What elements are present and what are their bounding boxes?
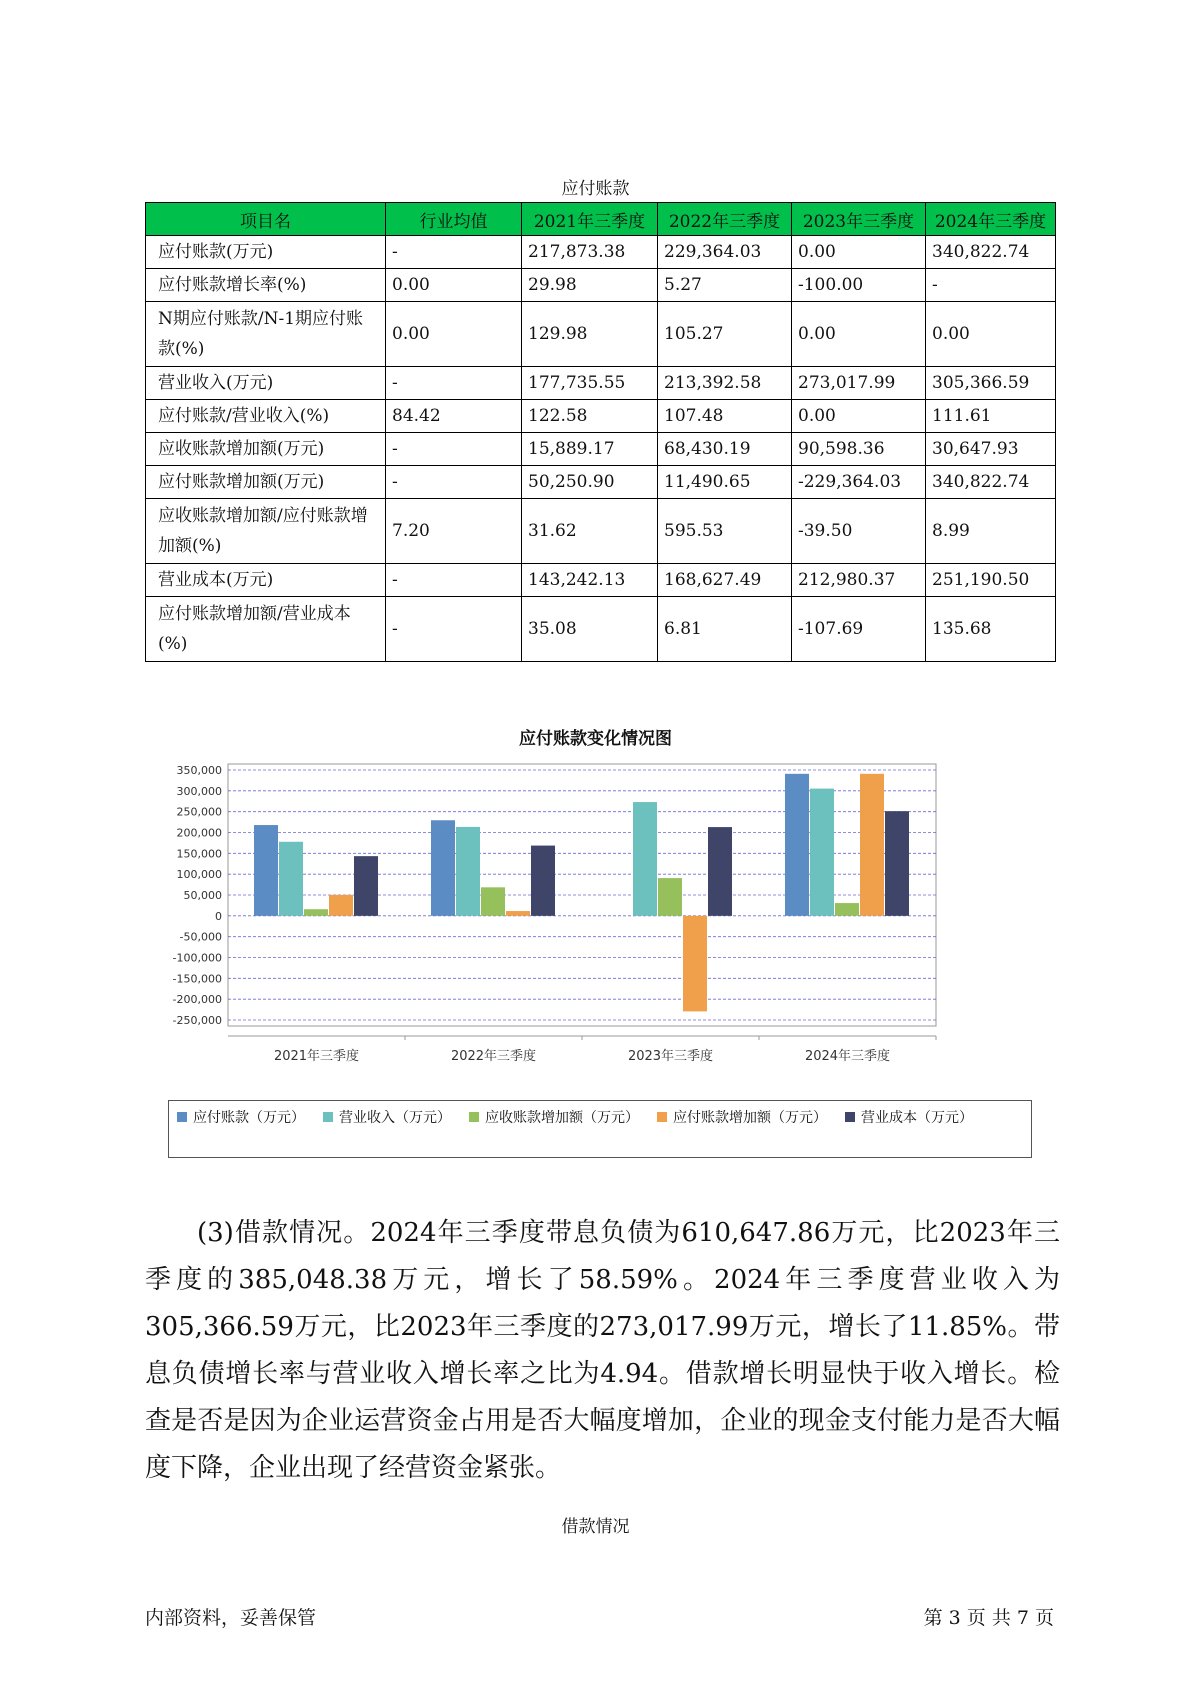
bar-chart (160, 756, 1024, 1096)
header-cell: 项目名 (146, 203, 386, 236)
table-cell: 0.00 (792, 400, 926, 433)
table-cell: 29.98 (522, 269, 658, 302)
table-cell: 107.48 (658, 400, 792, 433)
table-cell: 11,490.65 (658, 466, 792, 499)
table-cell: 229,364.03 (658, 236, 792, 269)
table-cell: 31.62 (522, 499, 658, 564)
table-cell: 251,190.50 (926, 564, 1056, 597)
y-tick-label: 300,000 (176, 784, 222, 798)
header-cell: 2021年三季度 (522, 203, 658, 236)
chart-legend (168, 1100, 1032, 1158)
y-tick-label: 100,000 (176, 868, 222, 882)
legend-swatch (469, 1112, 479, 1122)
table-row (146, 269, 1056, 302)
table-cell: 129.98 (522, 302, 658, 367)
chart-bar (254, 825, 278, 916)
table-cell: 340,822.74 (926, 466, 1056, 499)
y-tick-label: 350,000 (176, 764, 222, 777)
legend-label: 应收账款增加额（万元） (485, 1110, 639, 1126)
table-cell: - (386, 433, 522, 466)
table-cell: 168,627.49 (658, 564, 792, 597)
table-row (146, 302, 1056, 367)
table-row (146, 236, 1056, 269)
table-cell: 50,250.90 (522, 466, 658, 499)
table-row (146, 433, 1056, 466)
table-cell: - (386, 597, 522, 662)
y-tick-label: 250,000 (176, 805, 222, 819)
table-caption: 应付账款 (561, 179, 630, 199)
y-tick-label: -100,000 (172, 951, 222, 965)
table-cell: 8.99 (926, 499, 1056, 564)
header-cell: 2023年三季度 (792, 203, 926, 236)
row-label: 营业成本(万元) (146, 564, 386, 597)
legend-item (469, 1105, 639, 1129)
chart-bar (481, 887, 505, 916)
table-cell: 273,017.99 (792, 367, 926, 400)
chart-bar (658, 878, 682, 916)
legend-item (657, 1105, 827, 1129)
table-cell: 143,242.13 (522, 564, 658, 597)
table-row (146, 367, 1056, 400)
row-label: 应收账款增加额/应付账款增加额(%) (146, 499, 386, 564)
header-cell: 2022年三季度 (658, 203, 792, 236)
table-row (146, 466, 1056, 499)
table-row (146, 400, 1056, 433)
table-cell: 5.27 (658, 269, 792, 302)
chart-bar (506, 911, 530, 916)
chart-bar (633, 802, 657, 916)
table-cell: -100.00 (792, 269, 926, 302)
row-label: 应付账款/营业收入(%) (146, 400, 386, 433)
legend-item (845, 1105, 973, 1129)
legend-label: 应付账款（万元） (193, 1110, 305, 1126)
loan-caption: 借款情况 (561, 1517, 630, 1537)
y-tick-label: 200,000 (176, 826, 222, 840)
table-cell: - (386, 564, 522, 597)
table-cell: 0.00 (386, 269, 522, 302)
y-tick-label: 0 (215, 909, 222, 923)
table-cell: -39.50 (792, 499, 926, 564)
chart-bar (279, 842, 303, 916)
table-cell: - (926, 269, 1056, 302)
legend-item (177, 1105, 305, 1129)
y-tick-label: -50,000 (179, 930, 222, 944)
footer-confidential-note: 内部资料，妥善保管 (145, 1607, 317, 1629)
table-cell: 7.20 (386, 499, 522, 564)
chart-bar (683, 916, 707, 1012)
header-cell: 行业均值 (386, 203, 522, 236)
x-tick-label: 2022年三季度 (450, 1049, 537, 1064)
table-header-row (146, 203, 1056, 236)
table-cell: 595.53 (658, 499, 792, 564)
legend-swatch (845, 1112, 855, 1122)
x-tick-label: 2021年三季度 (273, 1049, 360, 1064)
table-cell: 340,822.74 (926, 236, 1056, 269)
x-tick-label: 2024年三季度 (804, 1049, 891, 1064)
table-cell: - (386, 466, 522, 499)
row-label: 营业收入(万元) (146, 367, 386, 400)
legend-label: 应付账款增加额（万元） (673, 1110, 827, 1126)
table-cell: 35.08 (522, 597, 658, 662)
chart-bar (431, 820, 455, 916)
table-cell: 90,598.36 (792, 433, 926, 466)
chart-bar (531, 846, 555, 916)
y-tick-label: -250,000 (172, 1014, 222, 1027)
legend-swatch (657, 1112, 667, 1122)
chart-title: 应付账款变化情况图 (519, 729, 672, 749)
chart-bar (835, 903, 859, 916)
chart-bar (708, 827, 732, 916)
table-cell: 0.00 (386, 302, 522, 367)
chart-bar (456, 827, 480, 916)
table-cell: 111.61 (926, 400, 1056, 433)
table-cell: - (386, 367, 522, 400)
chart-bar (860, 774, 884, 916)
table-cell: 213,392.58 (658, 367, 792, 400)
y-tick-label: 150,000 (176, 847, 222, 861)
header-cell: 2024年三季度 (926, 203, 1056, 236)
y-tick-label: 50,000 (183, 889, 222, 902)
table-row (146, 499, 1056, 564)
table-cell: -107.69 (792, 597, 926, 662)
table-cell: 15,889.17 (522, 433, 658, 466)
table-cell: 68,430.19 (658, 433, 792, 466)
table-cell: 122.58 (522, 400, 658, 433)
table-cell: 177,735.55 (522, 367, 658, 400)
legend-swatch (177, 1112, 187, 1122)
row-label: 应付账款增加额/营业成本(%) (146, 597, 386, 662)
accounts-payable-table (145, 202, 1056, 662)
footer-page-number: 第 3 页 共 7 页 (923, 1607, 1054, 1629)
row-label: 应收账款增加额(万元) (146, 433, 386, 466)
table-cell: 105.27 (658, 302, 792, 367)
chart-bar (810, 789, 834, 916)
row-label: 应付账款增加额(万元) (146, 466, 386, 499)
legend-label: 营业收入（万元） (339, 1110, 451, 1126)
table-cell: 30,647.93 (926, 433, 1056, 466)
table-cell: -229,364.03 (792, 466, 926, 499)
chart-bar (329, 895, 353, 916)
x-tick-label: 2023年三季度 (627, 1049, 714, 1064)
table-cell: 84.42 (386, 400, 522, 433)
borrowing-paragraph: (3)借款情况。2024年三季度带息负债为610,647.86万元，比2023年三季度的385,048.38万元，增长了58.59%。2024年三季度营业收入为305,366.59万元，比2023年三季度的273,017.99万元，增长了11.85%。带息负债增长率与营业收入增长率之比为4.94。借款增长明显快于收入增长。检查是否是因为企业运营资金占用是否大幅度增加，企业的现金支付能力是否大幅度下降，企业出现了经营资金紧张。 (145, 1218, 1060, 1483)
chart-bar (354, 856, 378, 916)
table-cell: 212,980.37 (792, 564, 926, 597)
legend-swatch (323, 1112, 333, 1122)
table-cell: 6.81 (658, 597, 792, 662)
chart-bar (885, 811, 909, 916)
chart-bar (304, 909, 328, 916)
legend-item (323, 1105, 451, 1129)
table-row (146, 597, 1056, 662)
table-cell: 0.00 (792, 302, 926, 367)
table-cell: 135.68 (926, 597, 1056, 662)
row-label: 应付账款增长率(%) (146, 269, 386, 302)
row-label: N期应付账款/N-1期应付账款(%) (146, 302, 386, 367)
table-cell: 0.00 (926, 302, 1056, 367)
row-label: 应付账款(万元) (146, 236, 386, 269)
chart-bar (785, 774, 809, 916)
table-cell: 0.00 (792, 236, 926, 269)
table-row (146, 564, 1056, 597)
table-cell: 305,366.59 (926, 367, 1056, 400)
y-tick-label: -150,000 (172, 972, 222, 986)
table-cell: - (386, 236, 522, 269)
table-cell: 217,873.38 (522, 236, 658, 269)
legend-label: 营业成本（万元） (861, 1110, 973, 1126)
y-tick-label: -200,000 (172, 993, 222, 1007)
